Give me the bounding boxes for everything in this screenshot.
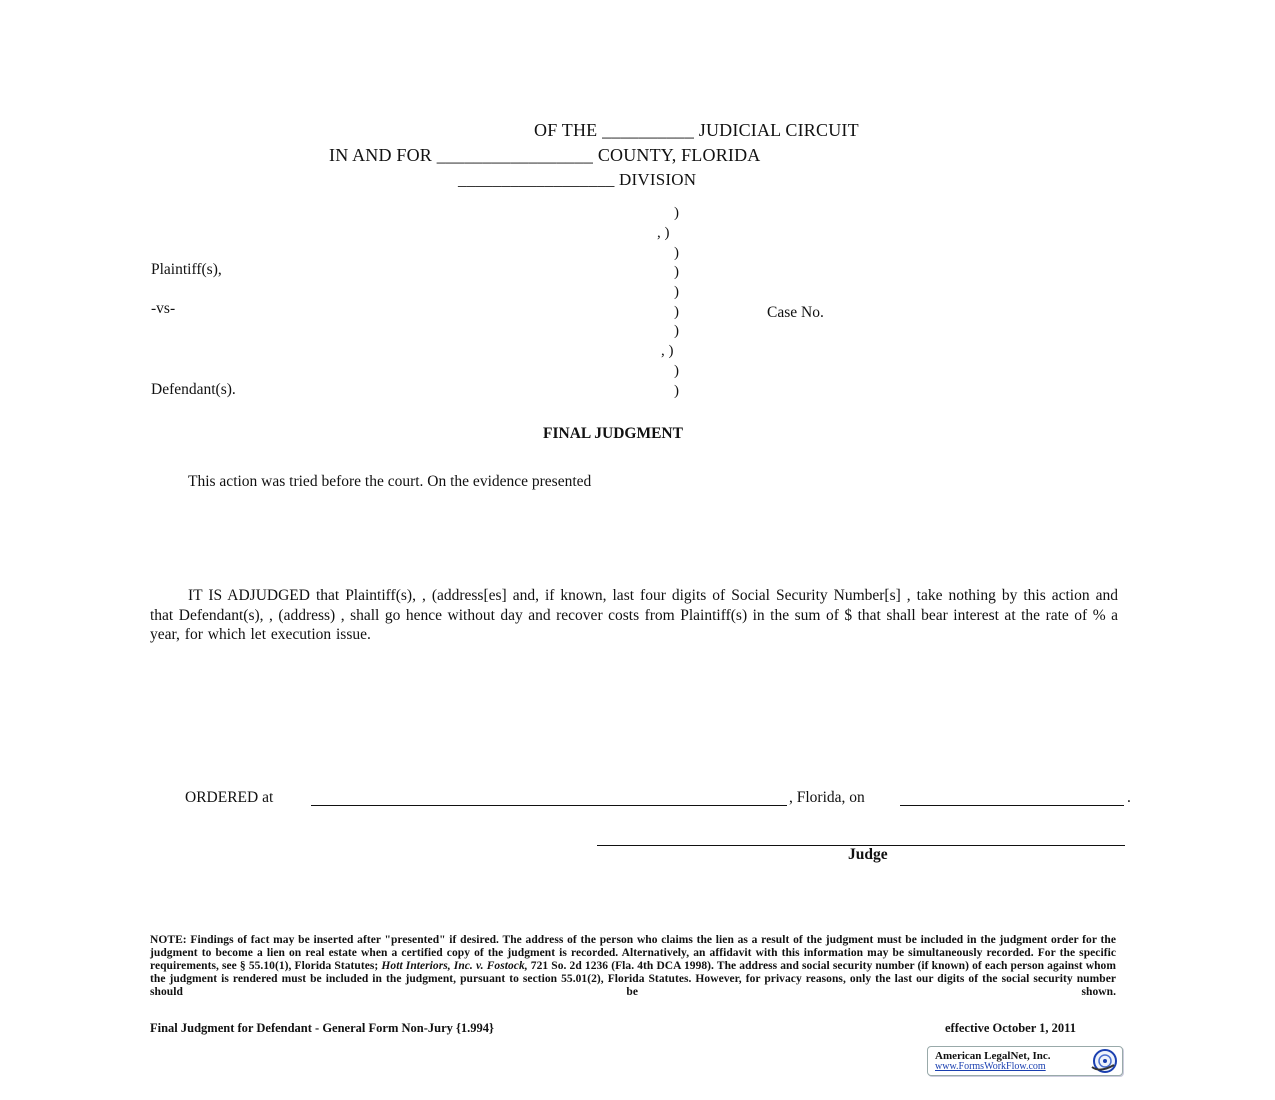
publisher-url-link[interactable]: www.FormsWorkFlow.com — [935, 1061, 1046, 1072]
publisher-logo[interactable] — [927, 1046, 1123, 1076]
case-number-label: Case No. — [767, 304, 824, 321]
judge-signature-line — [597, 831, 1125, 846]
caption-paren: , ) — [657, 225, 670, 241]
caption-paren: ) — [674, 284, 679, 300]
note-text-part1: NOTE: Findings of fact may be inserted after "presented" if desired. The address of the person who claims the lien as a result of the judgment must be included in the judgment order for the judgment to become a lien on real estate when a certified copy of the judgment is recorded. Alternatively, an affidavit with this information may be simultaneously recorded. For the specific requirements, see § 55.10(1), Florida Statutes; — [150, 934, 1116, 972]
ordered-at-label: ORDERED at — [185, 789, 274, 806]
caption-paren: ) — [674, 205, 679, 221]
note-case-citation: Hott Interiors, Inc. v. Fostock, — [381, 959, 528, 972]
note-paragraph — [150, 934, 1116, 999]
defendant-label: Defendant(s). — [151, 381, 236, 398]
document-title: FINAL JUDGMENT — [543, 425, 683, 442]
caption-paren: ) — [674, 264, 679, 280]
ordered-period: . — [1127, 789, 1131, 806]
caption-paren: ) — [674, 323, 679, 339]
court-division-line: __________________ DIVISION — [458, 170, 697, 189]
caption-paren: ) — [674, 245, 679, 261]
vs-label: -vs- — [151, 300, 176, 317]
form-name-footer: Final Judgment for Defendant - General Form Non-Jury {1.994} — [150, 1021, 494, 1035]
adjudged-paragraph: IT IS ADJUDGED that Plaintiff(s), , (address[es] and, if known, last four digits of Social Security Number[s] , take nothing by this action and that Defendant(s), , (address) , shall go hence without day and recover costs from Plaintiff(s) in the sum of $ that shall bear interest at the rate of % a year, for which let execution issue. — [150, 587, 1118, 643]
plaintiff-label: Plaintiff(s), — [151, 261, 222, 278]
judge-label: Judge — [848, 846, 888, 863]
publisher-name: American LegalNet, Inc. — [935, 1050, 1051, 1062]
caption-paren: ) — [674, 363, 679, 379]
effective-date-footer: effective October 1, 2011 — [945, 1021, 1076, 1035]
caption-paren: , ) — [661, 343, 674, 359]
caption-paren: ) — [674, 383, 679, 399]
date-blank-line — [900, 791, 1124, 806]
note-text-part2: 721 So. 2d 1236 (Fla. 4th DCA 1998). The address and social security number (if known) of each person against whom the judgment is rendered must be included in the judgment, pursuant to section 55.01(2), Florida Statutes. However, for privacy reasons, only the last our digits of the social security number should be shown. — [150, 959, 1116, 998]
intro-paragraph: This action was tried before the court. On the evidence presented — [188, 473, 592, 490]
court-county-line: IN AND FOR _________________ COUNTY, FLORIDA — [329, 145, 761, 165]
florida-on-label: , Florida, on — [789, 789, 865, 806]
location-blank-line — [311, 791, 787, 806]
caption-paren: ) — [674, 304, 679, 320]
globe-icon — [1086, 1047, 1120, 1075]
court-circuit-line: OF THE __________ JUDICIAL CIRCUIT — [534, 120, 859, 140]
